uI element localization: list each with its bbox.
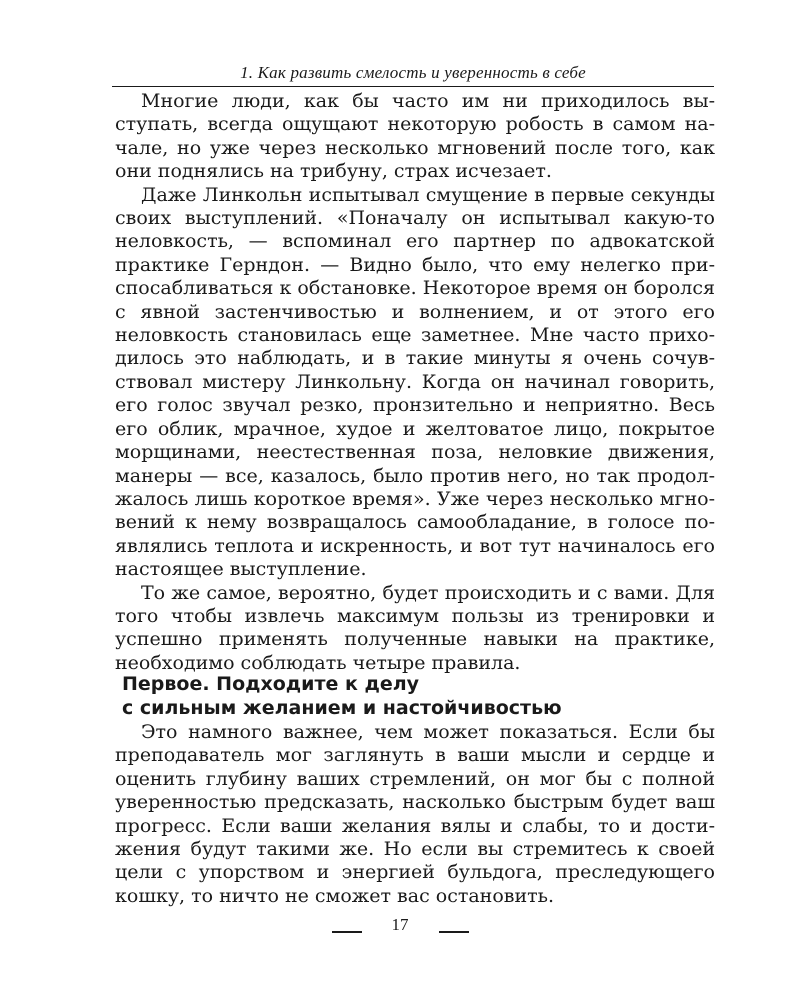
section-heading-line-2: с сильным желанием и настойчивостью: [122, 697, 562, 719]
section-heading: [122, 672, 722, 720]
body-text-bottom: [115, 721, 715, 908]
paragraph-1: Многие люди, как бы часто им ни приходилось выступать, всегда ощущают некоторую робость в самом начале, но уже через несколько мгновений после того, как они поднялись на трибуну, страх исчезает.: [115, 90, 715, 183]
paragraph-4: Это намного важнее, чем может показаться. Если бы преподаватель мог заглянуть в ваши мысли и сердце и оценить глубину ваших стремлений, он мог бы с полной уверенностью предсказать, насколько быстрым будет ваш прогресс. Если ваши желания вялы и слабы, то и достижения будут такими же. Но если вы стремитесь к своей цели с упорством и энергией бульдога, преследующего кошку, то ничто не сможет вас остановить.: [115, 721, 715, 907]
header-rule: [112, 86, 714, 87]
section-heading-line-1: Первое. Подходите к делу: [122, 673, 420, 695]
running-head: 1. Как развить смелость и уверенность в себе: [240, 63, 586, 82]
folio-dash-right: [439, 931, 469, 933]
page-number: 17: [391, 915, 409, 934]
paragraph-2: Даже Линкольн испытывал смущение в первые секунды своих выступлений. «Поначалу он испытывал какую-то неловкость, — вспоминал его партнер по адвокатской практике Герндон. — Видно было, что ему нелегко приспосабливаться к обстановке. Некоторое время он боролся с явной застенчивостью и волнением, и от этого его неловкость становилась еще заметнее. Мне часто приходилось это наблюдать, и в такие минуты я очень сочувствовал мистеру Линкольну. Когда он начинал говорить, его голос звучал резко, пронзительно и неприятно. Весь его облик, мрачное, худое и желтоватое лицо, покрытое морщинами, неестественная поза, неловкие движения, манеры — все, казалось, было против него, но так продолжалось лишь короткое время». Уже через несколько мгновений к нему возвращалось самообладание, в голосе появлялись теплота и искренность, и вот тут начиналось его настоящее выступление.: [115, 183, 715, 581]
page-footer: [0, 913, 800, 937]
folio-dash-left: [332, 931, 362, 933]
body-text-top: [115, 90, 715, 675]
paragraph-3: То же самое, вероятно, будет происходить и с вами. Для того чтобы извлечь максимум пользы из тренировки и успешно применять полученные навыки на практике, необходимо соблюдать четыре правила.: [115, 581, 715, 674]
